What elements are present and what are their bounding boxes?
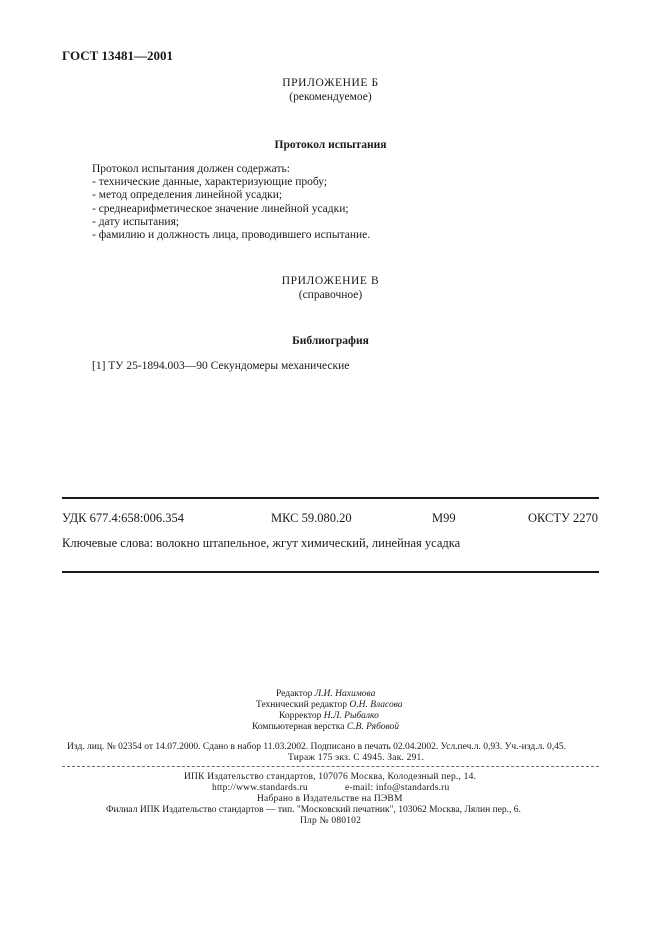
credit-name: О.Н. Власова <box>349 700 403 710</box>
mks-code: МКС 59.080.20 <box>271 511 352 525</box>
imprint-web: http://www.standards.ru <box>212 783 308 793</box>
credit-proofreader <box>279 711 379 721</box>
document-header: ГОСТ 13481—2001 <box>62 48 174 63</box>
top-rule <box>62 497 599 499</box>
protocol-line: - технические данные, характеризующие пробу; <box>92 176 328 189</box>
credit-tech-editor <box>256 700 403 710</box>
appendix-b-subtitle: (рекомендуемое) <box>289 91 372 103</box>
group-code: М99 <box>432 511 456 525</box>
protocol-line: - дату испытания; <box>92 215 180 228</box>
imprint-branch: Филиал ИПК Издательство стандартов — тип. "Московский печатник", 103062 Москва, Лялин пер., 6. <box>106 805 521 815</box>
credit-name: С.В. Рябовой <box>346 722 399 732</box>
bibliography-reference: [1] ТУ 25-1894.003—90 Секундомеры механические <box>92 360 350 372</box>
imprint-license: Изд. лиц. № 02354 от 14.07.2000. Сдано в набор 11.03.2002. Подписано в печать 02.04.2002. Усл.печ.л. 0,93. Уч.-изд.л. 0,45. <box>67 742 567 752</box>
udk-code: УДК 677.4:658:006.354 <box>62 511 185 525</box>
protocol-line: - метод определения линейной усадки; <box>92 189 283 202</box>
protocol-line: - фамилию и должность лица, проводившего испытание. <box>92 229 371 242</box>
appendix-c-section-title: Библиография <box>292 335 369 347</box>
keywords: Ключевые слова: волокно штапельное, жгут химический, линейная усадка <box>62 536 461 550</box>
appendix-b-section-title: Протокол испытания <box>274 139 387 151</box>
appendix-c-title: ПРИЛОЖЕНИЕ В <box>281 275 380 287</box>
dashed-divider <box>62 766 599 767</box>
protocol-line: Протокол испытания должен содержать: <box>92 163 290 175</box>
imprint-plr: Плр № 080102 <box>300 816 362 826</box>
imprint-publisher: ИПК Издательство стандартов, 107076 Москва, Колодезный пер., 14. <box>184 772 477 782</box>
bottom-rule <box>62 571 599 573</box>
appendix-b-title: ПРИЛОЖЕНИЕ Б <box>282 77 379 89</box>
protocol-list <box>92 163 370 242</box>
credit-name: Л.И. Нахимова <box>314 689 376 699</box>
okstu-code: ОКСТУ 2270 <box>528 511 599 525</box>
imprint-circulation: Тираж 175 экз. С 4945. Зак. 291. <box>288 753 425 763</box>
credit-editor <box>276 689 375 699</box>
appendix-c-subtitle: (справочное) <box>298 289 363 301</box>
credit-role: Компьютерная верстка <box>252 722 345 732</box>
credit-name: Н.Л. Рыбалко <box>323 711 379 721</box>
imprint-typeset: Набрано в Издательстве на ПЭВМ <box>257 794 403 804</box>
credit-layout <box>252 722 399 732</box>
credit-role: Технический редактор <box>256 700 347 710</box>
protocol-line: - среднеарифметическое значение линейной усадки; <box>92 202 349 215</box>
credit-role: Редактор <box>276 689 313 699</box>
imprint-email: e-mail: info@standards.ru <box>345 783 450 793</box>
credit-role: Корректор <box>279 711 322 721</box>
